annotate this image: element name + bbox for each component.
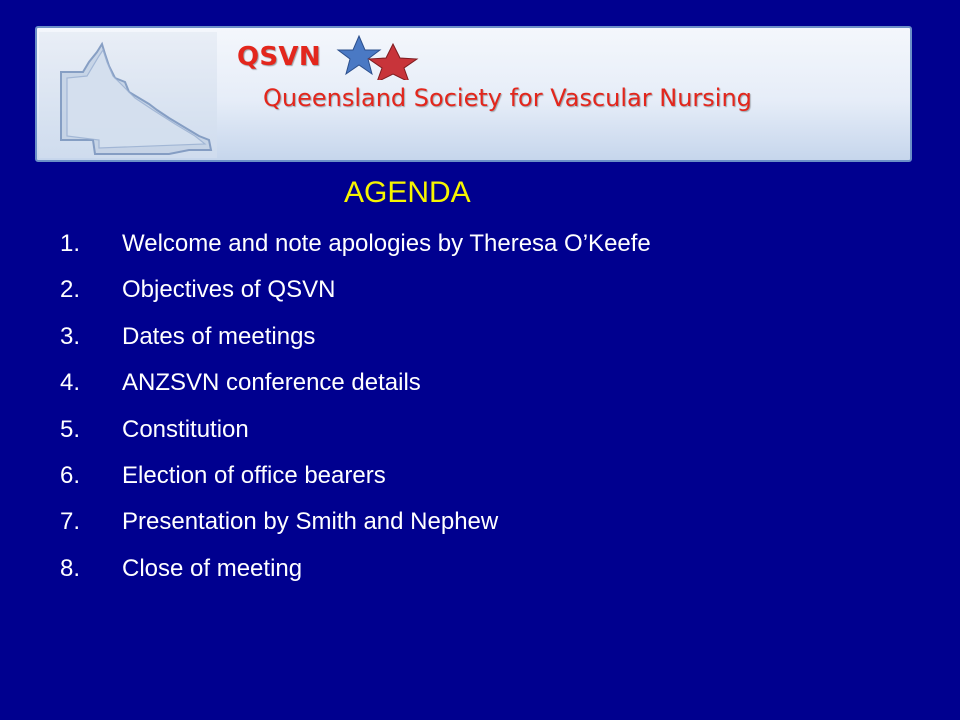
agenda-item-text: Close of meeting	[122, 554, 303, 582]
agenda-item-text: Constitution	[122, 415, 249, 443]
brand-title: QSVN	[237, 42, 321, 72]
red-star-icon	[369, 44, 417, 80]
agenda-item	[60, 555, 651, 601]
agenda-item-number: 5.	[60, 415, 81, 443]
agenda-item-number: 3.	[60, 322, 81, 350]
agenda-item-number: 8.	[60, 554, 81, 582]
agenda-item	[60, 462, 651, 508]
blue-star-icon	[338, 36, 380, 74]
agenda-item	[60, 369, 651, 415]
agenda-item	[60, 416, 651, 462]
agenda-item-number: 1.	[60, 230, 81, 257]
agenda-item-number: 4.	[60, 369, 81, 397]
agenda-item-number: 2.	[60, 276, 81, 304]
agenda-title: AGENDA	[344, 176, 471, 209]
agenda-list	[60, 230, 651, 601]
banner-subtitle: Queensland Society for Vascular Nursing	[263, 84, 752, 112]
agenda-item-text: Election of office bearers	[122, 461, 386, 489]
agenda-item-text: Welcome and note apologies by Theresa O’Keefe	[122, 230, 651, 257]
agenda-item-number: 6.	[60, 461, 81, 489]
agenda-item-text: ANZSVN conference details	[122, 369, 421, 397]
agenda-item-text: Presentation by Smith and Nephew	[122, 508, 499, 536]
agenda-item	[60, 323, 651, 369]
agenda-item	[60, 230, 651, 276]
map-panel	[39, 32, 217, 158]
agenda-item-number: 7.	[60, 508, 81, 536]
header-banner	[35, 26, 912, 162]
queensland-map-icon	[39, 32, 217, 158]
agenda-item	[60, 276, 651, 322]
agenda-item	[60, 508, 651, 554]
stars-logo	[335, 32, 425, 80]
agenda-item-text: Objectives of QSVN	[122, 276, 336, 304]
agenda-item-text: Dates of meetings	[122, 322, 316, 350]
